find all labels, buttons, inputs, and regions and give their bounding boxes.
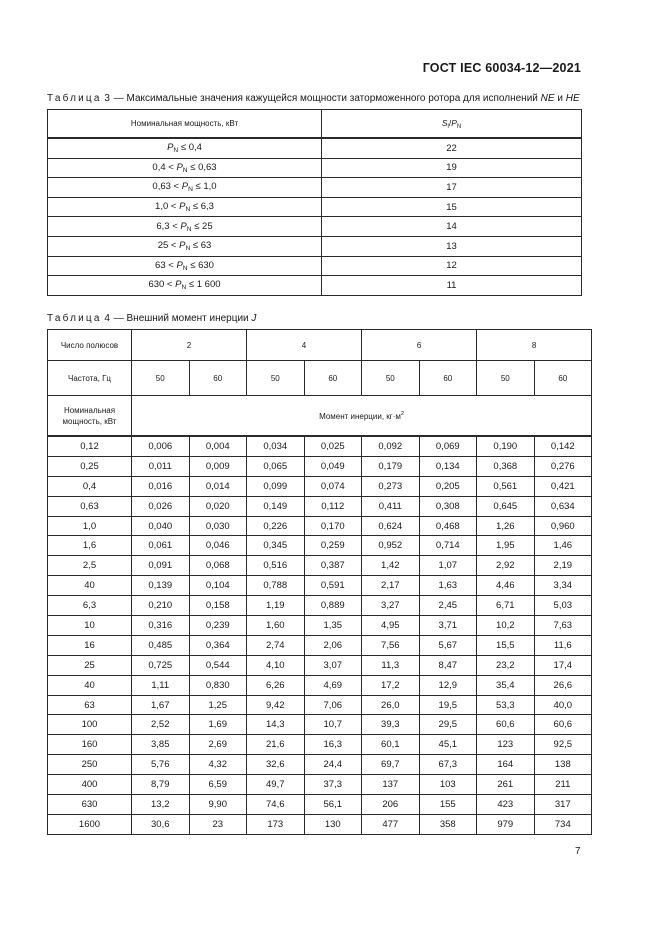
table4-inertia-value: 4,69 bbox=[304, 675, 362, 695]
table3-row bbox=[48, 217, 582, 237]
table4-inertia-value: 0,011 bbox=[132, 456, 190, 476]
table4-inertia-value: 0,034 bbox=[247, 436, 305, 456]
table4-inertia-value: 7,63 bbox=[534, 616, 592, 636]
table3-caption: Таблица 3 — Максимальные значения кажущейся мощности заторможенного ротора для исполнений NE и HE bbox=[47, 93, 580, 104]
table3-col-power-header: Номинальная мощность, кВт bbox=[48, 110, 322, 139]
table3-col-ratio-header: $S_l/P_N$ bbox=[322, 110, 582, 139]
table4-inertia-value: 0,040 bbox=[132, 516, 190, 536]
table4-frequency-value: 50 bbox=[132, 361, 190, 396]
table4-inertia-value: 6,71 bbox=[477, 596, 535, 616]
table4-row bbox=[48, 775, 592, 795]
table4-inertia-value: 0,016 bbox=[132, 476, 190, 496]
table4-inertia-value: 92,5 bbox=[534, 735, 592, 755]
table4-frequency-value: 60 bbox=[189, 361, 247, 396]
table4-inertia-value: 3,85 bbox=[132, 735, 190, 755]
table4-inertia-value: 0,026 bbox=[132, 496, 190, 516]
table3-ratio-value: 13 bbox=[322, 236, 582, 256]
table4-inertia-value: 1,95 bbox=[477, 536, 535, 556]
table4-power-value: 0,4 bbox=[48, 476, 132, 496]
table4-inertia-value: 26,6 bbox=[534, 675, 592, 695]
table4-inertia-value: 0,276 bbox=[534, 456, 592, 476]
table4-inertia-value: 0,368 bbox=[477, 456, 535, 476]
table4-inertia-value: 0,074 bbox=[304, 476, 362, 496]
table4-poles-value: 2 bbox=[132, 330, 247, 361]
table4-inertia-value: 211 bbox=[534, 775, 592, 795]
table4-inertia-value: 0,014 bbox=[189, 476, 247, 496]
table4-inertia-value: 734 bbox=[534, 814, 592, 834]
table4-power-value: 10 bbox=[48, 616, 132, 636]
table3-header-row bbox=[48, 110, 582, 139]
table3-power-range: $6,3 < P_N \le 25$ bbox=[48, 217, 322, 237]
table4-inertia-value: 0,009 bbox=[189, 456, 247, 476]
table4-row bbox=[48, 576, 592, 596]
table4-inertia-value: 0,112 bbox=[304, 496, 362, 516]
table4-power-label: Номинальная мощность, кВт bbox=[48, 396, 132, 437]
table4-inertia-value: 5,76 bbox=[132, 755, 190, 775]
table4-inertia-value: 56,1 bbox=[304, 795, 362, 815]
table4-power-value: 630 bbox=[48, 795, 132, 815]
table4-inertia-value: 49,7 bbox=[247, 775, 305, 795]
table4-inertia-value: 0,190 bbox=[477, 436, 535, 456]
table4-inertia-value: 19,5 bbox=[419, 695, 477, 715]
table4-inertia-value: 0,364 bbox=[189, 635, 247, 655]
table4-row bbox=[48, 476, 592, 496]
table3-power-range: $0,63 < P_N \le 1,0$ bbox=[48, 178, 322, 198]
table4-inertia-value: 0,544 bbox=[189, 655, 247, 675]
table4-inertia-value: 29,5 bbox=[419, 715, 477, 735]
table4-inertia-value: 0,104 bbox=[189, 576, 247, 596]
table4-inertia-value: 12,9 bbox=[419, 675, 477, 695]
table4-power-value: 0,25 bbox=[48, 456, 132, 476]
table4-inertia-value: 8,47 bbox=[419, 655, 477, 675]
table3-row bbox=[48, 236, 582, 256]
table4-inertia-value: 32,6 bbox=[247, 755, 305, 775]
table4-inertia-value: 0,065 bbox=[247, 456, 305, 476]
table4-inertia-value: 423 bbox=[477, 795, 535, 815]
table4-inertia-value: 358 bbox=[419, 814, 477, 834]
table4-power-value: 6,3 bbox=[48, 596, 132, 616]
table4-inertia-value: 60,6 bbox=[534, 715, 592, 735]
table4-inertia-value: 67,3 bbox=[419, 755, 477, 775]
table4-inertia-value: 206 bbox=[362, 795, 420, 815]
table4-row bbox=[48, 496, 592, 516]
table4-inertia-value: 40,0 bbox=[534, 695, 592, 715]
table4-inertia-value: 11,3 bbox=[362, 655, 420, 675]
table4-inertia-value: 0,170 bbox=[304, 516, 362, 536]
table4-inertia-value: 5,03 bbox=[534, 596, 592, 616]
table4-inertia-value: 0,205 bbox=[419, 476, 477, 496]
table4-inertia-value: 4,32 bbox=[189, 755, 247, 775]
table4-inertia-value: 0,345 bbox=[247, 536, 305, 556]
table4-inertia-value: 0,210 bbox=[132, 596, 190, 616]
table4-inertia-value: 60,1 bbox=[362, 735, 420, 755]
table4-inertia-value: 2,52 bbox=[132, 715, 190, 735]
table4-inertia-value: 9,42 bbox=[247, 695, 305, 715]
table4-frequency-label: Частота, Гц bbox=[48, 361, 132, 396]
table3-row bbox=[48, 276, 582, 296]
table4-row bbox=[48, 536, 592, 556]
table4-inertia-value: 30,6 bbox=[132, 814, 190, 834]
table4-inertia-value: 317 bbox=[534, 795, 592, 815]
table4-inertia-value: 0,226 bbox=[247, 516, 305, 536]
table4-inertia-value: 3,07 bbox=[304, 655, 362, 675]
table4-power-value: 1,6 bbox=[48, 536, 132, 556]
table4-inertia-value: 8,79 bbox=[132, 775, 190, 795]
table4-frequency-value: 60 bbox=[419, 361, 477, 396]
table3-row bbox=[48, 138, 582, 158]
table4-inertia-value: 0,591 bbox=[304, 576, 362, 596]
table4-inertia-value: 2,45 bbox=[419, 596, 477, 616]
table4-inertia-value: 23,2 bbox=[477, 655, 535, 675]
table4-inertia-value: 0,069 bbox=[419, 436, 477, 456]
table3-locked-rotor-power bbox=[47, 109, 582, 296]
table4-inertia-value: 0,049 bbox=[304, 456, 362, 476]
table3-ratio-value: 12 bbox=[322, 256, 582, 276]
table4-inertia-value: 0,046 bbox=[189, 536, 247, 556]
table3-ratio-value: 14 bbox=[322, 217, 582, 237]
table4-inertia-value: 0,091 bbox=[132, 556, 190, 576]
table4-inertia-value: 0,061 bbox=[132, 536, 190, 556]
table4-inertia-value: 69,7 bbox=[362, 755, 420, 775]
table4-inertia-value: 17,4 bbox=[534, 655, 592, 675]
table4-row bbox=[48, 715, 592, 735]
table4-inertia-value: 0,158 bbox=[189, 596, 247, 616]
table4-inertia-value: 2,19 bbox=[534, 556, 592, 576]
table4-inertia-value: 0,952 bbox=[362, 536, 420, 556]
table4-inertia-value: 1,26 bbox=[477, 516, 535, 536]
table4-inertia-value: 9,90 bbox=[189, 795, 247, 815]
table4-inertia-value: 130 bbox=[304, 814, 362, 834]
table4-row bbox=[48, 556, 592, 576]
table4-inertia-value: 37,3 bbox=[304, 775, 362, 795]
table4-inertia-value: 4,46 bbox=[477, 576, 535, 596]
table4-inertia-value: 1,11 bbox=[132, 675, 190, 695]
table4-inertia-value: 164 bbox=[477, 755, 535, 775]
table4-inertia-value: 1,35 bbox=[304, 616, 362, 636]
table4-power-value: 1600 bbox=[48, 814, 132, 834]
table4-inertia-value: 0,725 bbox=[132, 655, 190, 675]
table4-inertia-value: 1,69 bbox=[189, 715, 247, 735]
table4-row bbox=[48, 516, 592, 536]
table4-inertia-value: 35,4 bbox=[477, 675, 535, 695]
table4-inertia-value: 0,645 bbox=[477, 496, 535, 516]
table4-inertia-value: 979 bbox=[477, 814, 535, 834]
table4-inertia-value: 0,485 bbox=[132, 635, 190, 655]
table4-power-value: 2,5 bbox=[48, 556, 132, 576]
table4-inertia-value: 0,788 bbox=[247, 576, 305, 596]
table4-power-value: 40 bbox=[48, 675, 132, 695]
table4-inertia-label: Момент инерции, $кг\cdot м^2$ bbox=[132, 396, 592, 437]
table4-inertia-value: 0,889 bbox=[304, 596, 362, 616]
table4-inertia-value: 21,6 bbox=[247, 735, 305, 755]
table4-inertia-value: 1,46 bbox=[534, 536, 592, 556]
table4-inertia-value: 0,387 bbox=[304, 556, 362, 576]
document-standard-header: ГОСТ IEC 60034-12—2021 bbox=[422, 61, 581, 75]
table4-frequency-value: 50 bbox=[247, 361, 305, 396]
table3-row bbox=[48, 256, 582, 276]
table4-frequency-value: 50 bbox=[362, 361, 420, 396]
table4-inertia-value: 2,74 bbox=[247, 635, 305, 655]
table4-inertia-value: 1,07 bbox=[419, 556, 477, 576]
table3-ratio-value: 19 bbox=[322, 158, 582, 178]
table4-inertia-value: 1,60 bbox=[247, 616, 305, 636]
table4-inertia-value: 261 bbox=[477, 775, 535, 795]
table4-inertia-value: 477 bbox=[362, 814, 420, 834]
table4-power-value: 0,12 bbox=[48, 436, 132, 456]
table4-inertia-value: 14,3 bbox=[247, 715, 305, 735]
table4-inertia-value: 6,26 bbox=[247, 675, 305, 695]
table4-inertia-value: 0,099 bbox=[247, 476, 305, 496]
table4-power-value: 0,63 bbox=[48, 496, 132, 516]
table4-inertia-value: 15,5 bbox=[477, 635, 535, 655]
table4-frequency-row bbox=[48, 361, 592, 396]
table4-inertia-value: 5,67 bbox=[419, 635, 477, 655]
table4-inertia-value: 0,139 bbox=[132, 576, 190, 596]
table4-inertia-value: 0,006 bbox=[132, 436, 190, 456]
table4-inertia-value: 13,2 bbox=[132, 795, 190, 815]
table4-inertia-value: 0,004 bbox=[189, 436, 247, 456]
table3-row bbox=[48, 158, 582, 178]
table4-inertia-value: 60,6 bbox=[477, 715, 535, 735]
table4-inertia-value: 1,42 bbox=[362, 556, 420, 576]
table4-inertia-value: 0,308 bbox=[419, 496, 477, 516]
table4-row bbox=[48, 795, 592, 815]
table4-inertia-value: 103 bbox=[419, 775, 477, 795]
table4-power-value: 100 bbox=[48, 715, 132, 735]
table4-inertia-value: 10,7 bbox=[304, 715, 362, 735]
table4-poles-label: Число полюсов bbox=[48, 330, 132, 361]
table4-inertia-value: 10,2 bbox=[477, 616, 535, 636]
table4-row bbox=[48, 675, 592, 695]
table4-power-value: 250 bbox=[48, 755, 132, 775]
table4-power-value: 25 bbox=[48, 655, 132, 675]
table4-row bbox=[48, 814, 592, 834]
table4-inertia-value: 0,634 bbox=[534, 496, 592, 516]
table4-inertia-value: 0,134 bbox=[419, 456, 477, 476]
table4-inertia-value: 23 bbox=[189, 814, 247, 834]
table4-inertia-value: 2,69 bbox=[189, 735, 247, 755]
table4-poles-row bbox=[48, 330, 592, 361]
table4-row bbox=[48, 735, 592, 755]
table4-row bbox=[48, 456, 592, 476]
table4-inertia-value: 2,92 bbox=[477, 556, 535, 576]
table4-inertia-value: 39,3 bbox=[362, 715, 420, 735]
table4-frequency-value: 50 bbox=[477, 361, 535, 396]
table4-inertia-value: 0,030 bbox=[189, 516, 247, 536]
table4-inertia-value: 17,2 bbox=[362, 675, 420, 695]
table3-power-range: $P_N \le 0,4$ bbox=[48, 138, 322, 158]
table4-row bbox=[48, 616, 592, 636]
table3-ratio-value: 11 bbox=[322, 276, 582, 296]
table4-inertia-value: 4,95 bbox=[362, 616, 420, 636]
table4-inertia-value: 173 bbox=[247, 814, 305, 834]
table4-inertia-value: 1,67 bbox=[132, 695, 190, 715]
table4-inertia-value: 6,59 bbox=[189, 775, 247, 795]
table4-inertia-value: 0,714 bbox=[419, 536, 477, 556]
table4-inertia-value: 7,06 bbox=[304, 695, 362, 715]
table4-inertia-value: 53,3 bbox=[477, 695, 535, 715]
table4-row bbox=[48, 655, 592, 675]
table4-row bbox=[48, 596, 592, 616]
table4-inertia-value: 2,17 bbox=[362, 576, 420, 596]
table3-power-range: $1,0 < P_N \le 6,3$ bbox=[48, 197, 322, 217]
table4-inertia-value: 0,516 bbox=[247, 556, 305, 576]
table4-poles-value: 8 bbox=[477, 330, 592, 361]
table3-power-range: $0,4 < P_N \le 0,63$ bbox=[48, 158, 322, 178]
table4-inertia-value: 0,830 bbox=[189, 675, 247, 695]
table3-power-range: $25 < P_N \le 63$ bbox=[48, 236, 322, 256]
table4-row bbox=[48, 635, 592, 655]
table4-power-value: 400 bbox=[48, 775, 132, 795]
table4-inertia-value: 0,468 bbox=[419, 516, 477, 536]
table4-poles-value: 4 bbox=[247, 330, 362, 361]
table3-row bbox=[48, 178, 582, 198]
table3-ratio-value: 22 bbox=[322, 138, 582, 158]
table4-inertia-value: 0,149 bbox=[247, 496, 305, 516]
table4-inertia-value: 0,316 bbox=[132, 616, 190, 636]
table4-poles-value: 6 bbox=[362, 330, 477, 361]
table3-power-range: $630 < P_N \le 1$ 600 bbox=[48, 276, 322, 296]
table4-inertia-value: 0,092 bbox=[362, 436, 420, 456]
page-number: 7 bbox=[575, 846, 581, 857]
table4-row bbox=[48, 695, 592, 715]
table4-power-value: 160 bbox=[48, 735, 132, 755]
table4-inertia-value: 11,6 bbox=[534, 635, 592, 655]
table4-power-value: 16 bbox=[48, 635, 132, 655]
table4-inertia-value: 0,421 bbox=[534, 476, 592, 496]
table4-external-moment-of-inertia bbox=[47, 329, 592, 835]
table4-inertia-value: 0,025 bbox=[304, 436, 362, 456]
table4-power-value: 63 bbox=[48, 695, 132, 715]
table4-inertia-value: 0,239 bbox=[189, 616, 247, 636]
table4-row bbox=[48, 755, 592, 775]
table4-inertia-value: 0,142 bbox=[534, 436, 592, 456]
table4-inertia-value: 1,19 bbox=[247, 596, 305, 616]
table4-inertia-value: 3,34 bbox=[534, 576, 592, 596]
table4-inertia-value: 2,06 bbox=[304, 635, 362, 655]
table4-inertia-value: 0,561 bbox=[477, 476, 535, 496]
table4-inertia-value: 0,273 bbox=[362, 476, 420, 496]
table4-inertia-value: 137 bbox=[362, 775, 420, 795]
table4-power-value: 1,0 bbox=[48, 516, 132, 536]
table4-inertia-value: 138 bbox=[534, 755, 592, 775]
table4-inertia-value: 3,27 bbox=[362, 596, 420, 616]
table4-inertia-value: 0,960 bbox=[534, 516, 592, 536]
table3-power-range: $63 < P_N \le 630$ bbox=[48, 256, 322, 276]
table4-inertia-value: 155 bbox=[419, 795, 477, 815]
table4-inertia-value: 3,71 bbox=[419, 616, 477, 636]
table4-frequency-value: 60 bbox=[534, 361, 592, 396]
table4-inertia-value: 45,1 bbox=[419, 735, 477, 755]
table4-inertia-value: 74,6 bbox=[247, 795, 305, 815]
table4-inertia-value: 0,020 bbox=[189, 496, 247, 516]
table4-inertia-value: 16,3 bbox=[304, 735, 362, 755]
table4-row bbox=[48, 436, 592, 456]
table4-power-value: 40 bbox=[48, 576, 132, 596]
table4-inertia-value: 0,624 bbox=[362, 516, 420, 536]
table4-inertia-value: 0,068 bbox=[189, 556, 247, 576]
table4-inertia-value: 0,259 bbox=[304, 536, 362, 556]
table4-inertia-value: 123 bbox=[477, 735, 535, 755]
table3-row bbox=[48, 197, 582, 217]
table4-inertia-value: 4,10 bbox=[247, 655, 305, 675]
table4-frequency-value: 60 bbox=[304, 361, 362, 396]
table4-inertia-value: 1,63 bbox=[419, 576, 477, 596]
table4-inertia-value: 0,411 bbox=[362, 496, 420, 516]
table4-inertia-value: 7,56 bbox=[362, 635, 420, 655]
table4-caption: Таблица 4 — Внешний момент инерции J bbox=[47, 313, 257, 324]
table3-ratio-value: 17 bbox=[322, 178, 582, 198]
table4-inertia-value: 0,179 bbox=[362, 456, 420, 476]
table4-inertia-value: 26,0 bbox=[362, 695, 420, 715]
table4-inertia-value: 24,4 bbox=[304, 755, 362, 775]
table3-ratio-value: 15 bbox=[322, 197, 582, 217]
table4-inertia-value: 1,25 bbox=[189, 695, 247, 715]
table4-units-row bbox=[48, 396, 592, 437]
